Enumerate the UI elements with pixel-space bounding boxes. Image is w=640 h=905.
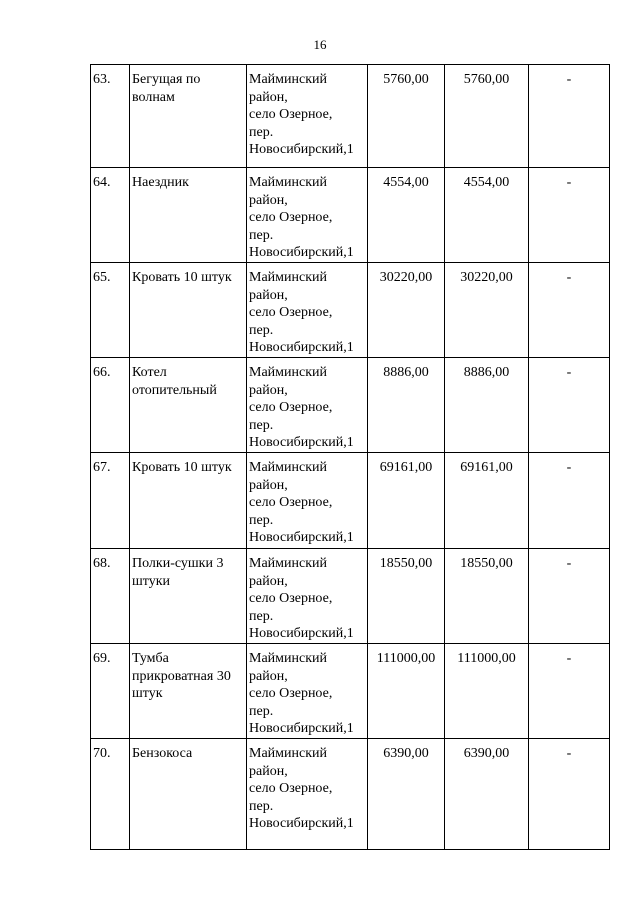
- item-address: [247, 358, 368, 453]
- address-line: Майминский: [249, 72, 327, 87]
- item-name: Кровать 10 штук: [130, 263, 247, 358]
- address-line: Новосибирский,1: [249, 816, 354, 831]
- address-line: Майминский: [249, 175, 327, 190]
- address-line: село Озерное,: [249, 495, 333, 510]
- row-number: 65.: [91, 263, 130, 358]
- residual-value: 4554,00: [445, 168, 529, 263]
- note-dash: -: [529, 739, 610, 850]
- address-line: село Озерное,: [249, 107, 333, 122]
- item-name: Бензокоса: [130, 739, 247, 850]
- address-line: пер.: [249, 417, 274, 433]
- note-dash: -: [529, 358, 610, 453]
- residual-value: 18550,00: [445, 549, 529, 644]
- row-number: 70.: [91, 739, 130, 850]
- residual-value: 8886,00: [445, 358, 529, 453]
- table-row: [91, 644, 610, 739]
- residual-value: 111000,00: [445, 644, 529, 739]
- address-line: район,: [249, 382, 288, 398]
- address-line: район,: [249, 763, 288, 779]
- address-line: Новосибирский,1: [249, 530, 354, 545]
- note-dash: -: [529, 65, 610, 168]
- item-name: Бегущая по волнам: [130, 65, 247, 168]
- item-address: [247, 549, 368, 644]
- item-address: [247, 644, 368, 739]
- note-dash: -: [529, 168, 610, 263]
- address-line: Новосибирский,1: [249, 435, 354, 450]
- address-line: Майминский: [249, 460, 327, 475]
- item-name: Кровать 10 штук: [130, 453, 247, 549]
- address-line: Майминский: [249, 556, 327, 571]
- address-line: Новосибирский,1: [249, 626, 354, 641]
- item-address: [247, 739, 368, 850]
- item-name: Тумба прикроватная 30 штук: [130, 644, 247, 739]
- table-row: [91, 168, 610, 263]
- address-line: село Озерное,: [249, 400, 333, 415]
- address-line: пер.: [249, 512, 274, 528]
- address-line: село Озерное,: [249, 210, 333, 225]
- note-dash: -: [529, 644, 610, 739]
- address-line: район,: [249, 668, 288, 684]
- address-line: село Озерное,: [249, 305, 333, 320]
- row-number: 66.: [91, 358, 130, 453]
- address-line: пер.: [249, 322, 274, 338]
- item-name: Полки-сушки 3 штуки: [130, 549, 247, 644]
- address-line: Новосибирский,1: [249, 245, 354, 260]
- table-row: [91, 453, 610, 549]
- page-number: 16: [313, 37, 327, 52]
- table-row: [91, 65, 610, 168]
- address-line: район,: [249, 192, 288, 208]
- item-address: [247, 65, 368, 168]
- book-value: 8886,00: [368, 358, 445, 453]
- book-value: 6390,00: [368, 739, 445, 850]
- residual-value: 69161,00: [445, 453, 529, 549]
- table-row: [91, 358, 610, 453]
- address-line: район,: [249, 573, 288, 589]
- item-name: Котел отопительный: [130, 358, 247, 453]
- row-number: 68.: [91, 549, 130, 644]
- residual-value: 6390,00: [445, 739, 529, 850]
- item-address: [247, 263, 368, 358]
- row-number: 69.: [91, 644, 130, 739]
- address-line: район,: [249, 287, 288, 303]
- residual-value: 5760,00: [445, 65, 529, 168]
- residual-value: 30220,00: [445, 263, 529, 358]
- book-value: 30220,00: [368, 263, 445, 358]
- table-row: [91, 263, 610, 358]
- address-line: пер.: [249, 227, 274, 243]
- book-value: 18550,00: [368, 549, 445, 644]
- note-dash: -: [529, 263, 610, 358]
- address-line: пер.: [249, 703, 274, 719]
- address-line: село Озерное,: [249, 781, 333, 796]
- table-row: [91, 549, 610, 644]
- book-value: 4554,00: [368, 168, 445, 263]
- address-line: пер.: [249, 124, 274, 140]
- address-line: Новосибирский,1: [249, 142, 354, 157]
- row-number: 63.: [91, 65, 130, 168]
- address-line: Новосибирский,1: [249, 721, 354, 736]
- note-dash: -: [529, 549, 610, 644]
- address-line: село Озерное,: [249, 686, 333, 701]
- item-address: [247, 168, 368, 263]
- address-line: район,: [249, 477, 288, 493]
- inventory-table: [90, 64, 610, 850]
- address-line: Майминский: [249, 365, 327, 380]
- item-name: Наездник: [130, 168, 247, 263]
- address-line: пер.: [249, 608, 274, 624]
- item-address: [247, 453, 368, 549]
- book-value: 69161,00: [368, 453, 445, 549]
- address-line: Новосибирский,1: [249, 340, 354, 355]
- address-line: район,: [249, 89, 288, 105]
- address-line: Майминский: [249, 270, 327, 285]
- book-value: 111000,00: [368, 644, 445, 739]
- book-value: 5760,00: [368, 65, 445, 168]
- note-dash: -: [529, 453, 610, 549]
- row-number: 67.: [91, 453, 130, 549]
- row-number: 64.: [91, 168, 130, 263]
- address-line: Майминский: [249, 746, 327, 761]
- inventory-table-body: [91, 65, 610, 850]
- address-line: Майминский: [249, 651, 327, 666]
- address-line: село Озерное,: [249, 591, 333, 606]
- table-row: [91, 739, 610, 850]
- address-line: пер.: [249, 798, 274, 814]
